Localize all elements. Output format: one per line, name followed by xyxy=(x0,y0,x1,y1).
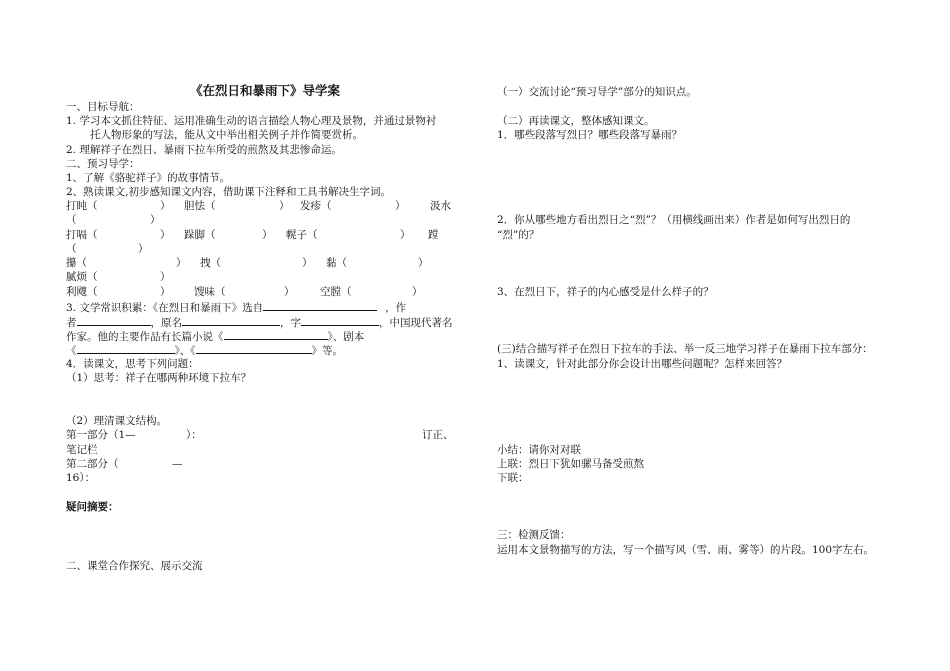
vocab-8-close: ） xyxy=(138,243,149,255)
knowledge-source-label: 3. 文学常识积累：《在烈日和暴雨下》选自 xyxy=(66,302,264,314)
page-title: 《在烈日和暴雨下》导学案 xyxy=(190,83,341,98)
original-name-label: ，原名 xyxy=(150,317,182,329)
novel-label: 作家。他的主要作品有长篇小说《 xyxy=(66,331,224,343)
vocab-9: 攥（ xyxy=(66,257,87,269)
part-2: 第二部分（ xyxy=(66,458,119,470)
vocab-11: 黏（ xyxy=(326,257,347,269)
right-question-2-line-1: 2．你从哪些地方看出烈日之“烈”？（用横线画出来）作者是如何写出烈日的 xyxy=(497,214,851,226)
vocab-6-close: ） xyxy=(262,229,273,241)
vocab-8: 蹚 xyxy=(428,229,439,241)
goal-1-line-2: 托人物形象的写法，能从文中举出相关例子并作简要赏析。 xyxy=(90,129,363,141)
vocab-4: 汲水 xyxy=(430,200,451,212)
vocab-3-close: ） xyxy=(395,200,406,212)
vocab-14-close: ） xyxy=(284,286,295,298)
courtesy-name-label: ，字 xyxy=(280,317,301,329)
preview-item-2: 2、熟读课文,初步感知课文内容，借助课下注释和工具书解决生字词。 xyxy=(66,186,392,198)
discussion-item-2: （二）再读课文，整体感知课文。 xyxy=(497,115,655,127)
summary-label: 小结：请你对对联 xyxy=(497,444,581,456)
couplet-lower: 下联： xyxy=(497,472,529,484)
knowledge-author-label: ，作 xyxy=(385,302,407,314)
part-1: 第一部分（1— xyxy=(66,429,136,441)
vocab-9-close: ） xyxy=(176,257,187,269)
vocab-1: 打盹（ xyxy=(66,200,98,212)
vocab-15-close: ） xyxy=(412,286,423,298)
cooperation-heading: 二、课堂合作探究、展示交流 xyxy=(66,560,203,572)
vocab-1-close: ） xyxy=(160,200,171,212)
discussion-item-1: （一）交流讨论“预习导学”部分的知识点。 xyxy=(497,86,697,98)
section-three-line-1: (三)结合描写祥子在烈日下拉车的手法、举一反三地学习祥子在暴雨下拉车部分： xyxy=(497,343,873,355)
notes-column-label: 笔记栏 xyxy=(66,444,98,456)
novel-blank[interactable] xyxy=(224,328,328,340)
goal-2: 2. 理解祥子在烈日、暴雨下拉车所受的煎熬及其悲惨命运。 xyxy=(66,144,342,156)
part-2-end: 16）： xyxy=(66,472,96,484)
part-1-end: ）： xyxy=(186,429,202,441)
questions-heading: 4．读课文，思考下列问题： xyxy=(66,358,199,370)
author-blank[interactable] xyxy=(77,314,151,326)
section-three-line-2: 1、读课文，针对此部分你会设计出哪些问题呢？怎样来回答？ xyxy=(497,358,788,370)
vocab-13-close: ） xyxy=(160,286,171,298)
right-question-2-line-2: “烈”的？ xyxy=(497,229,540,241)
right-question-1: 1．哪些段落写烈日？哪些段落写暴雨？ xyxy=(497,129,683,141)
vocab-8-open: （ xyxy=(66,243,77,255)
goals-heading: 一、目标导航： xyxy=(66,101,140,113)
doubt-summary-heading: 疑问摘要： xyxy=(66,501,119,513)
drama-open-label: 《 xyxy=(66,345,77,357)
question-1: （1）思考：祥子在哪两种环境下拉车？ xyxy=(66,372,252,384)
feedback-task: 运用本文景物描写的方法，写一个描写风（雪、雨、雾等）的片段。100字左右。 xyxy=(497,544,875,556)
vocab-12: 腻烦（ xyxy=(66,271,98,283)
feedback-heading: 三：检测反馈： xyxy=(497,529,571,541)
drama-blank-1[interactable] xyxy=(77,342,175,354)
vocab-6: 跺脚（ xyxy=(184,229,216,241)
source-blank[interactable] xyxy=(263,299,377,311)
goal-1-line-1: 1. 学习本文抓住特征、运用准确生动的语言描绘人物心理及景物，并通过景物衬 xyxy=(66,115,437,127)
vocab-14: 馊味（ xyxy=(194,286,226,298)
question-2: （2）理清课文结构。 xyxy=(66,415,168,427)
right-question-3: 3、在烈日下，祥子的内心感受是什么样子的？ xyxy=(497,286,714,298)
vocab-5: 打嗝（ xyxy=(66,229,98,241)
drama-label: 》、剧本 xyxy=(327,331,365,343)
vocab-4-open: （ xyxy=(66,214,77,226)
part-2-dash: — xyxy=(172,458,183,470)
revision-label: 订正、 xyxy=(422,429,454,441)
knowledge-line-4 xyxy=(66,342,343,358)
drama-blank-2[interactable] xyxy=(196,342,312,354)
vocab-2-close: ） xyxy=(279,200,290,212)
vocab-7: 幌子（ xyxy=(286,229,318,241)
vocab-5-close: ） xyxy=(160,229,171,241)
vocab-10: 拽（ xyxy=(200,257,221,269)
vocab-4-close: ） xyxy=(150,214,161,226)
couplet-upper: 上联：烈日下犹如骡马备受煎熬 xyxy=(497,458,644,470)
vocab-2: 胆怯（ xyxy=(184,200,216,212)
vocab-7-close: ） xyxy=(400,229,411,241)
drama-end-label: 》等。 xyxy=(311,345,343,357)
vocab-13: 利飕（ xyxy=(66,286,98,298)
vocab-10-close: ） xyxy=(302,257,313,269)
vocab-3: 发疹（ xyxy=(300,200,332,212)
modern-writer-label: ，中国现代著名 xyxy=(379,317,453,329)
vocab-12-close: ） xyxy=(160,271,171,283)
author-label: 者 xyxy=(66,317,77,329)
vocab-15: 空膛（ xyxy=(320,286,352,298)
drama-sep-label: 》、《 xyxy=(174,345,196,357)
vocab-11-close: ） xyxy=(418,257,429,269)
preview-heading: 二、预习导学： xyxy=(66,158,140,170)
courtesy-name-blank[interactable] xyxy=(301,314,379,326)
knowledge-line-1 xyxy=(66,299,406,315)
preview-item-1: 1、了解《骆驼祥子》的故事情节。 xyxy=(66,172,231,184)
original-name-blank[interactable] xyxy=(182,314,280,326)
